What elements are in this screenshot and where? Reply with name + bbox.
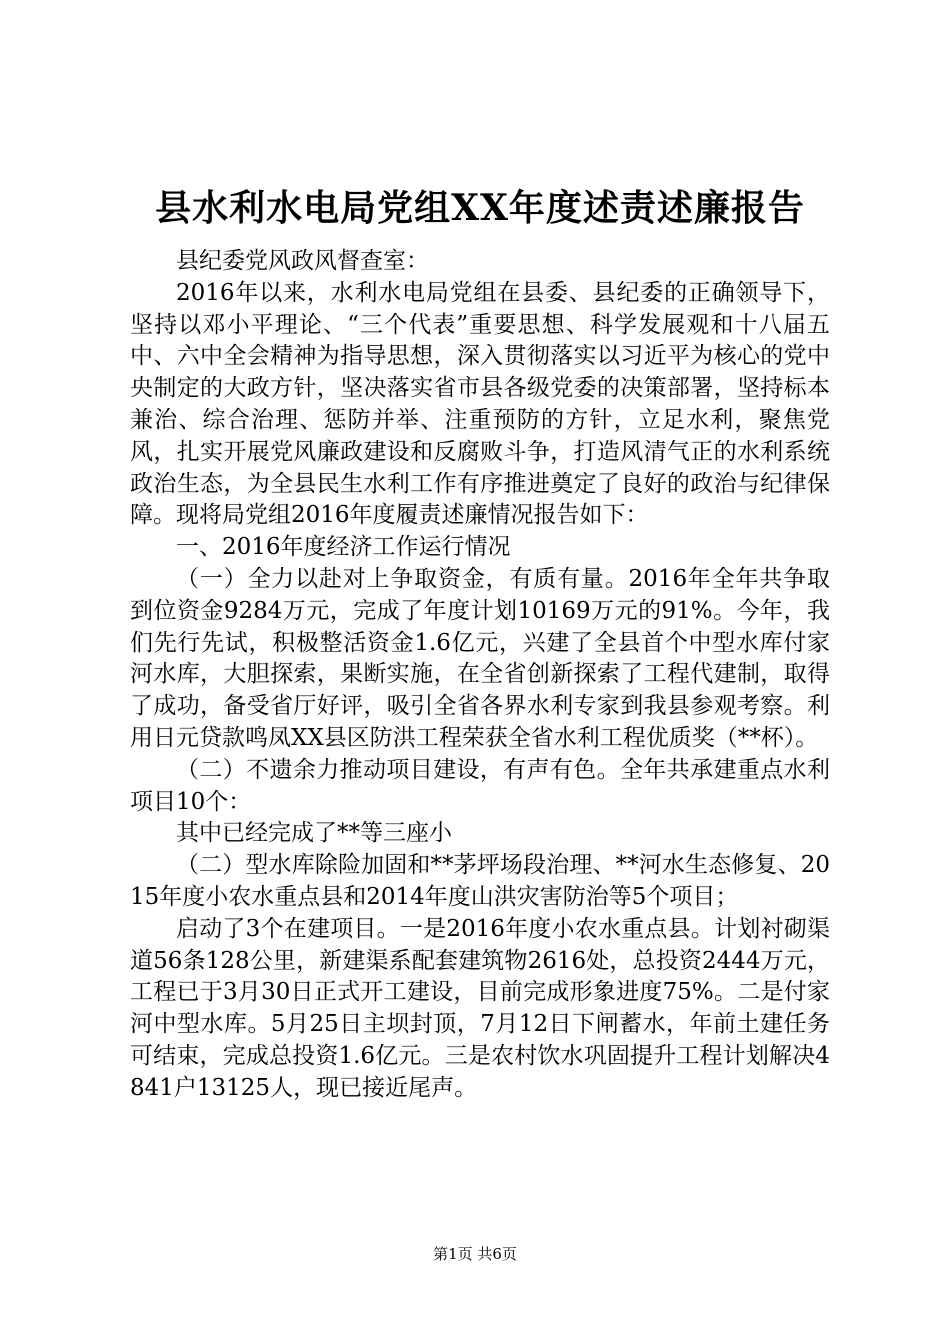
document-page xyxy=(130,180,830,1105)
page-number: 第1页 共6页 xyxy=(433,1245,517,1263)
paragraph-reservoir: （二）型水库除险加固和**茅坪场段治理、**河水生态修复、2015年度小农水重点县和2014年度山洪灾害防治等5个项目； xyxy=(130,852,830,910)
paragraph-funding: （一）全力以赴对上争取资金，有质有量。2016年全年共争取到位资金9284万元，完成了年度计划10169万元的91%。今年，我们先行先试，积极整活资金1.6亿元，兴建了全县首个中型水库付家河水库，大胆探索，果断实施，在全省创新探索了工程代建制，取得了成功，备受省厅好评，吸引全省各界水利专家到我县参观考察。利用日元贷款鸣凤XX县区防洪工程荣获全省水利工程优质奖（**杯）。 xyxy=(130,565,830,751)
paragraph-in-progress: 启动了3个在建项目。一是2016年度小农水重点县。计划衬砌渠道56条128公里，新建渠系配套建筑物2616处，总投资2444万元，工程已于3月30日正式开工建设，目前完成形象进度75%。二是付家河中型水库。5月25日主坝封顶，7月12日下闸蓄水，年前土建任务可结束，完成总投资1.6亿元。三是农村饮水巩固提升工程计划解决4841户13125人，现已接近尾声。 xyxy=(130,915,830,1101)
salutation: 县纪委党风政风督查室： xyxy=(176,248,429,274)
section-heading: 一、2016年度经济工作运行情况 xyxy=(176,534,511,561)
paragraph-completed: 其中已经完成了**等三座小 xyxy=(176,820,452,847)
paragraph-projects: （二）不遗余力推动项目建设，有声有色。全年共承建重点水利项目10个： xyxy=(130,756,830,815)
intro-paragraph: 2016年以来，水利水电局党组在县委、县纪委的正确领导下，坚持以邓小平理论、“三个代表”重要思想、科学发展观和十八届五中、六中全会精神为指导思想，深入贯彻落实以习近平为核心的党中央制定的大政方针，坚决落实省市县各级党委的决策部署，坚持标本兼治、综合治理、惩防并举、注重预防的方针，立足水利，聚焦党风，扎实开展党风廉政建设和反腐败斗争，打造风清气正的水利系统政治生态，为全县民生水利工作有序推进奠定了良好的政治与纪律保障。现将局党组2016年度履责述廉情况报告如下： xyxy=(130,279,830,529)
document-title: 县水利水电局党组XX年度述责述廉报告 xyxy=(155,187,805,229)
